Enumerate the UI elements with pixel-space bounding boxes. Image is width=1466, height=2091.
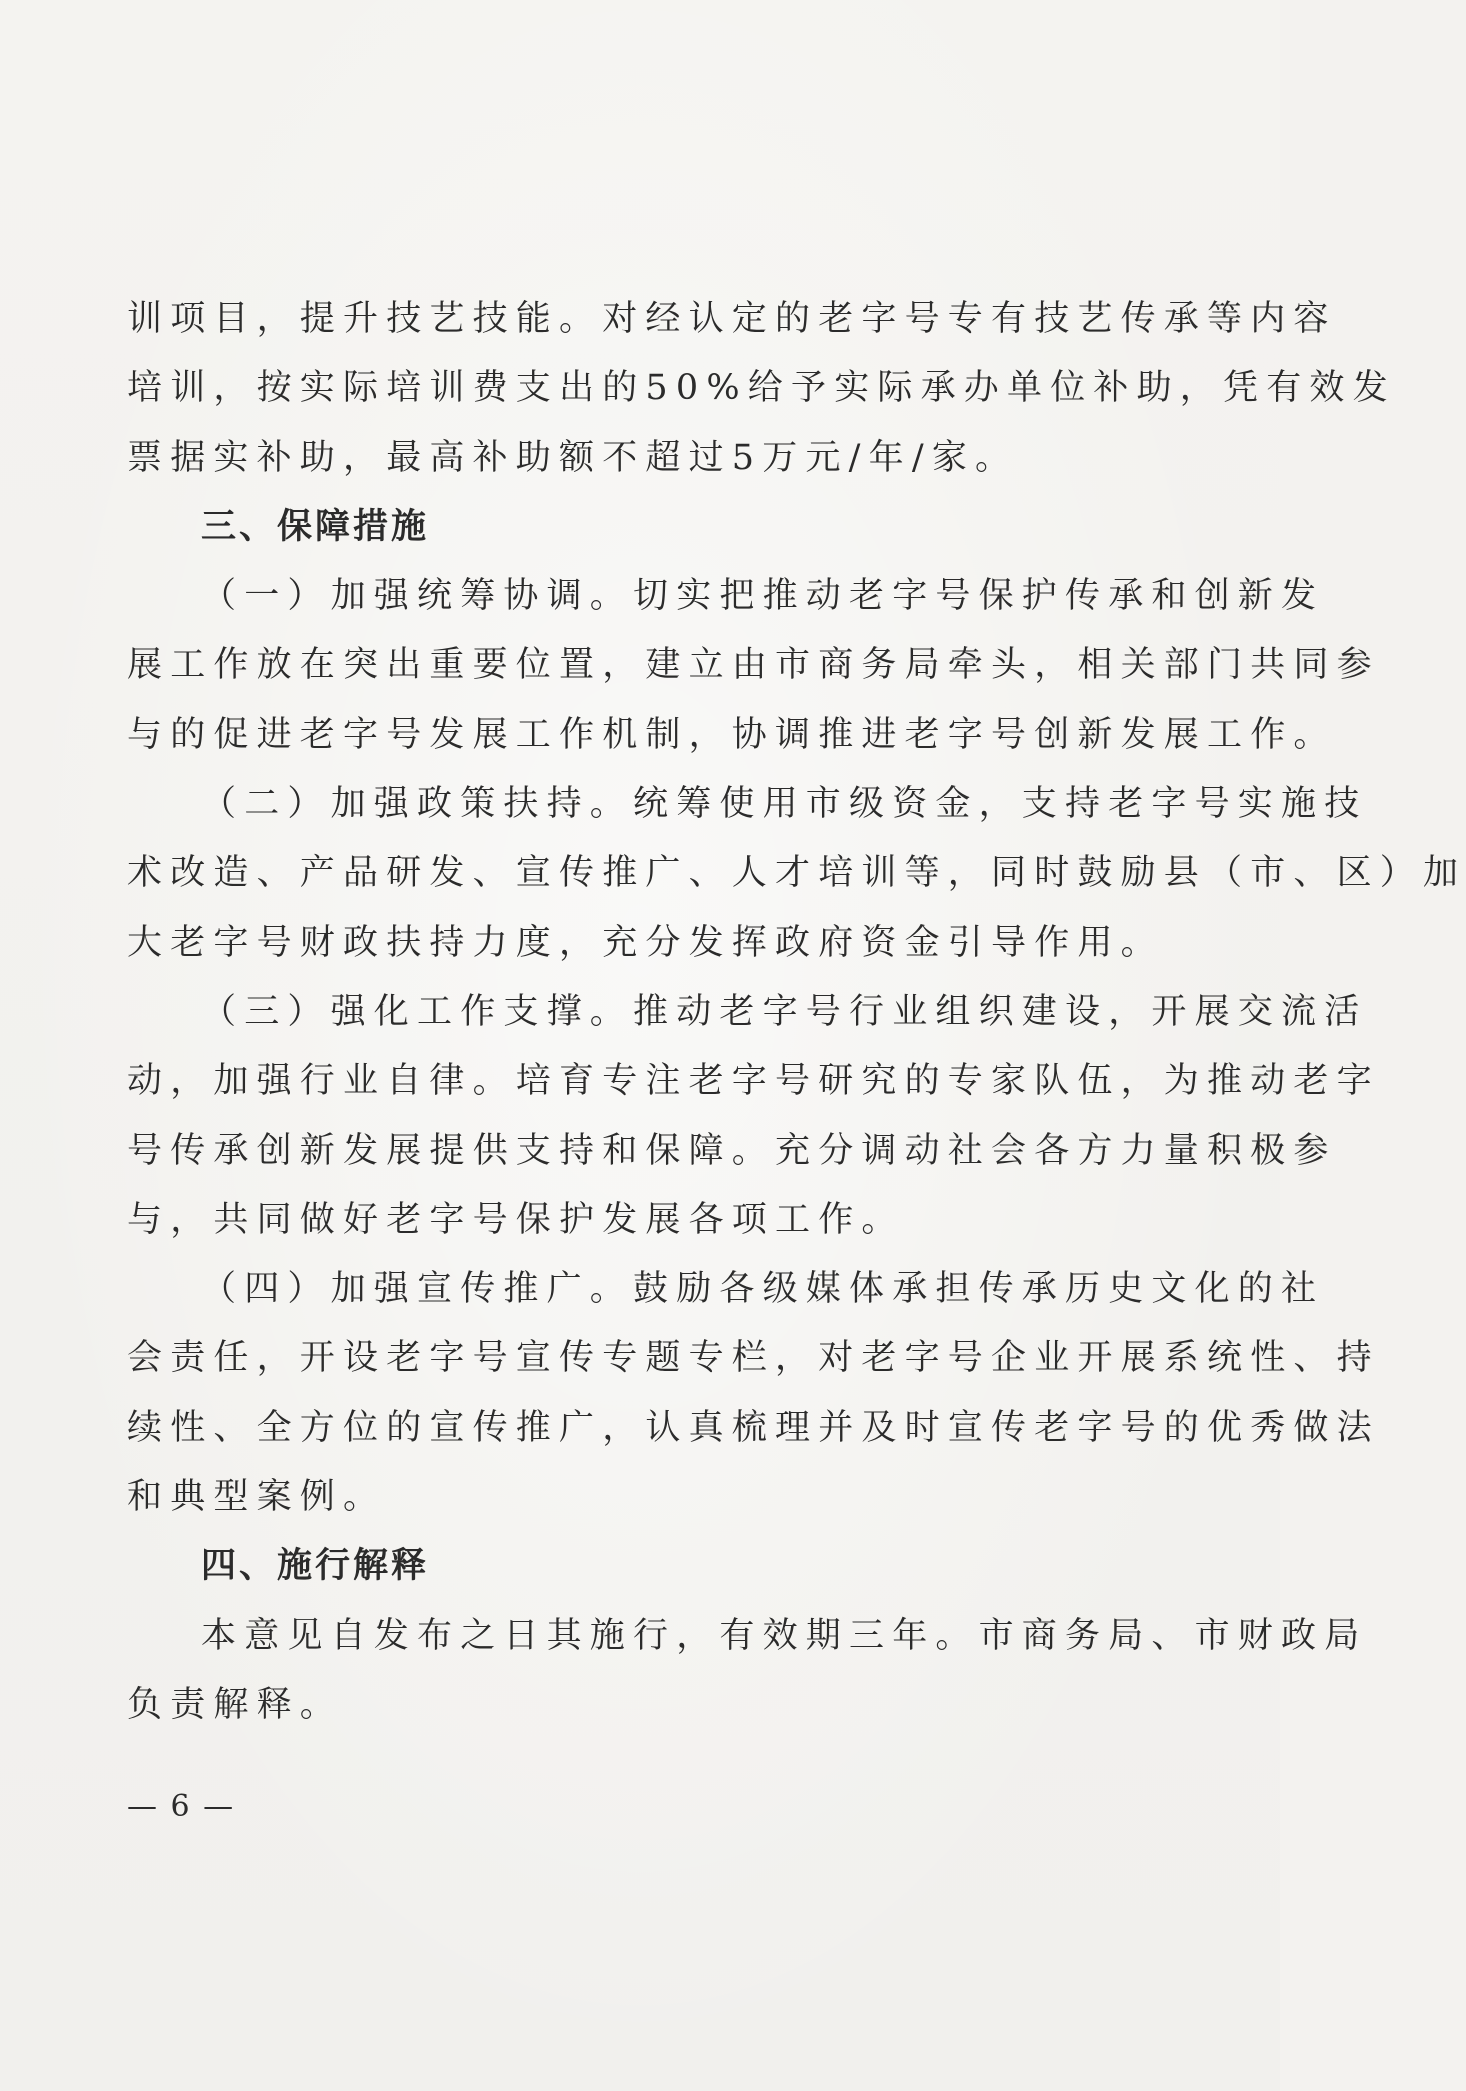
paragraph-line: 与的促进老字号发展工作机制，协调推进老字号创新发展工作。: [127, 714, 1337, 755]
paragraph-line: 票据实补助，最高补助额不超过5万元/年/家。: [127, 437, 1019, 478]
section-heading-3: 三、保障措施: [201, 506, 430, 547]
paragraph-line: （一）加强统筹协调。切实把推动老字号保护传承和创新发: [201, 576, 1325, 617]
section-heading-4: 四、施行解释: [201, 1546, 430, 1587]
paragraph-line: 续性、全方位的宣传推广，认真梳理并及时宣传老字号的优秀做法: [127, 1407, 1380, 1448]
paragraph-line: （二）加强政策扶持。统筹使用市级资金，支持老字号实施技: [201, 784, 1368, 825]
paragraph-line: 本意见自发布之日其施行，有效期三年。市商务局、市财政局: [201, 1615, 1368, 1656]
paragraph-line: （三）强化工作支撑。推动老字号行业组织建设，开展交流活: [201, 991, 1368, 1032]
paragraph-line: 展工作放在突出重要位置，建立由市商务局牵头，相关部门共同参: [127, 645, 1380, 686]
paragraph-line: 负责解释。: [127, 1684, 344, 1725]
paragraph-line: 动，加强行业自律。培育专注老字号研究的专家队伍，为推动老字: [127, 1061, 1380, 1102]
body-text: [127, 285, 1466, 1740]
paragraph-line: 和典型案例。: [127, 1477, 387, 1518]
paragraph-line: （四）加强宣传推广。鼓励各级媒体承担传承历史文化的社: [201, 1269, 1325, 1310]
paragraph-line: 号传承创新发展提供支持和保障。充分调动社会各方力量积极参: [127, 1130, 1337, 1171]
paragraph-line: 大老字号财政扶持力度，充分发挥政府资金引导作用。: [127, 922, 1164, 963]
paragraph-line: 术改造、产品研发、宣传推广、人才培训等，同时鼓励县（市、区）加: [127, 853, 1466, 894]
page-number: — 6 —: [127, 1789, 236, 1824]
paragraph-line: 与，共同做好老字号保护发展各项工作。: [127, 1199, 905, 1240]
paragraph-line: 会责任，开设老字号宣传专题专栏，对老字号企业开展系统性、持: [127, 1338, 1380, 1379]
paragraph-line: 培训，按实际培训费支出的50%给予实际承办单位补助，凭有效发: [127, 368, 1396, 409]
paragraph-line: 训项目，提升技艺技能。对经认定的老字号专有技艺传承等内容: [127, 299, 1337, 339]
